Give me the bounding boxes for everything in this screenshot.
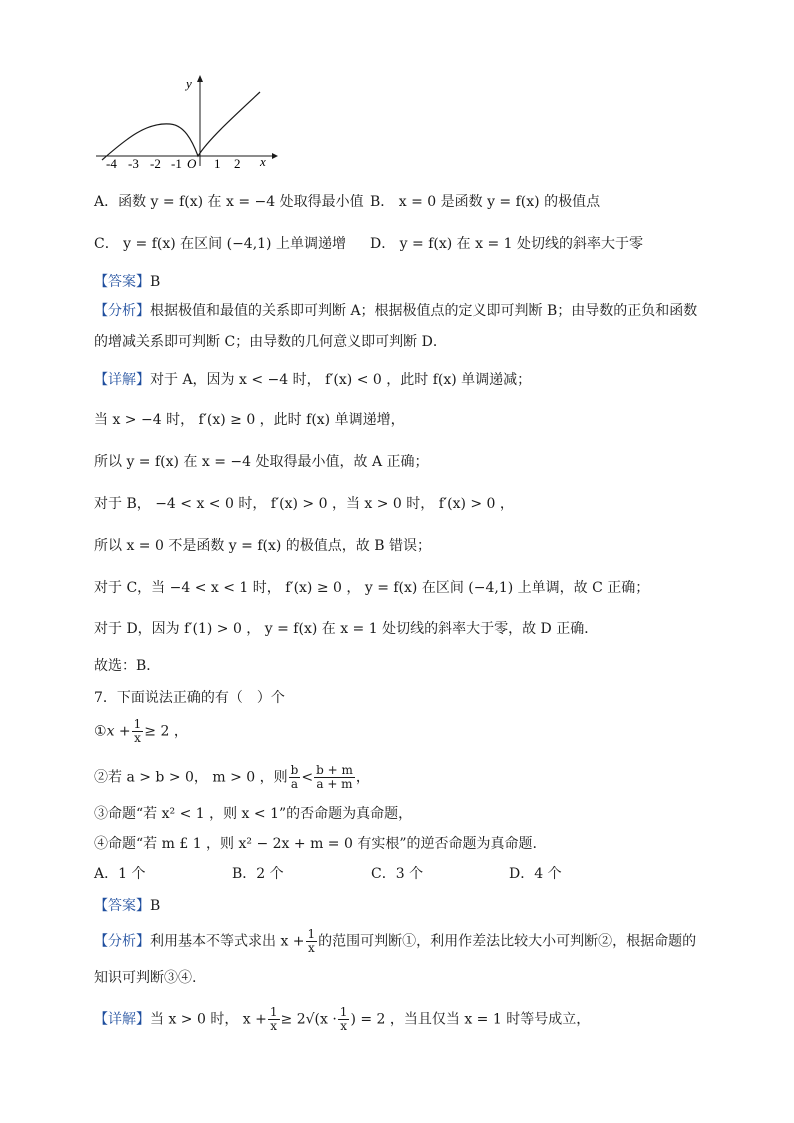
expr: x + [106,723,131,740]
q6-option-d: D． y = f(x) 在 x = 1 处切线的斜率大于零 [370,236,643,252]
fraction [268,1006,280,1033]
fraction [132,718,144,745]
q7-statement-1 [94,718,188,745]
fraction-denominator: x [134,731,141,745]
fraction-numerator: 1 [269,1005,278,1019]
x-axis-arrow [272,153,278,159]
expr: ②若 a > b > 0， m > 0 ，则 [94,769,288,786]
fraction [338,1006,350,1033]
q7-option-b: B．2 个 [232,866,284,882]
fraction-numerator: b [290,763,299,777]
fraction [306,928,318,955]
fraction-denominator: x [307,941,315,955]
detail-text: 对于 A，因为 x < −4 时， f′(x) < 0 ，此时 f(x) 单调递减； [150,372,532,388]
tick-label: -2 [150,156,161,170]
q6-option-b: B． x = 0 是函数 y = f(x) 的极值点 [370,194,601,210]
q7-option-d: D．4 个 [509,866,562,882]
function-graph [92,70,282,170]
expr: ， [355,769,370,786]
analysis-tag: 【分析】 [94,303,150,319]
q6-analysis-line-1 [94,301,697,321]
q6-detail-line-4: 对于 B， −4 < x < 0 时， f′(x) > 0 ，当 x > 0 时， f′(x) > 0 ， [94,496,514,512]
tick-label: -3 [128,156,139,170]
q6-detail-line-2: 当 x > −4 时， f′(x) ≥ 0 ，此时 f(x) 单调递增， [94,412,405,428]
q6-answer [94,272,160,292]
answer-tag: 【答案】 [94,274,150,290]
answer-value: B [150,898,161,914]
fraction-denominator: a + m [316,777,353,791]
x-axis-label: x [260,154,266,169]
expr: 利用基本不等式求出 x + [150,933,305,950]
analysis-text: 根据极值和最值的关系即可判断 A；根据极值点的定义即可判断 B；由导数的正负和函数 [150,303,698,319]
tick-label: -4 [106,156,117,170]
q7-option-c: C．3 个 [371,866,424,882]
expr: < [301,769,314,786]
q7-statement-2 [94,764,370,791]
tick-label: -1 [171,156,182,170]
expr: ≥ 2 ， [144,723,188,740]
tick-label: 2 [234,156,241,170]
origin-label: O [187,156,197,170]
q7-statement-3: ③命题“若 x² < 1 ，则 x < 1”的否命题为真命题， [94,806,413,822]
answer-tag: 【答案】 [94,898,150,914]
q6-detail-line-6: 对于 C，当 −4 < x < 1 时， f′(x) ≥ 0 ， y = f(x) 在区间 (−4,1) 上单调，故 C 正确； [94,580,650,596]
q7-analysis-line-2: 知识可判断③④. [94,970,197,986]
tick-label: 1 [214,156,221,170]
expr: ) = 2 ，当且仅当 x = 1 时等号成立， [350,1011,591,1028]
q6-choose: 故选：B． [94,658,161,674]
function-curve [102,92,260,160]
y-axis-label: y [186,76,192,91]
detail-tag: 【详解】 [94,372,150,388]
circled-number: ① [94,723,107,740]
q6-analysis-line-2: 的增减关系即可判断 C；由导数的几何意义即可判断 D． [94,334,447,350]
q6-detail-line-1 [94,370,531,390]
detail-tag: 【详解】 [94,1011,150,1028]
q7-stem: 7．下面说法正确的有（ ）个 [94,690,285,706]
q7-answer [94,896,160,916]
q7-detail-line-1 [94,1006,590,1033]
analysis-tag: 【分析】 [94,933,150,950]
fraction [289,764,301,791]
fraction-numerator: b + m [316,763,353,777]
q6-option-c: C． y = f(x) 在区间 (−4,1) 上单调递增 [94,236,346,252]
q7-option-a: A．1 个 [94,866,146,882]
q6-option-a: A．函数 y = f(x) 在 x = −4 处取得最小值 [94,194,364,210]
expr: ≥ 2√(x · [280,1011,337,1028]
fraction-denominator: a [290,777,299,791]
q7-analysis-line-1 [94,928,696,955]
fraction-numerator: 1 [339,1005,348,1019]
fraction-numerator: 1 [133,717,142,731]
fraction-denominator: x [340,1019,347,1033]
analysis-text: 的范围可判断①，利用作差法比较大小可判断②，根据命题的 [318,933,697,950]
q6-detail-line-5: 所以 x = 0 不是函数 y = f(x) 的极值点，故 B 错误； [94,538,431,554]
q6-detail-line-3: 所以 y = f(x) 在 x = −4 处取得最小值，故 A 正确； [94,454,429,470]
q7-statement-4: ④命题“若 m £ 1 ，则 x² − 2x + m = 0 有实根”的逆否命题为真命题. [94,836,537,852]
y-axis-arrow [197,75,203,82]
fraction-denominator: x [270,1019,278,1033]
expr: 当 x > 0 时， x + [150,1011,267,1028]
fraction [314,764,355,791]
fraction-numerator: 1 [307,927,316,941]
answer-value: B [150,274,161,290]
q6-detail-line-7: 对于 D，因为 f′(1) > 0 ， y = f(x) 在 x = 1 处切线的斜率大于零，故 D 正确． [94,621,599,637]
